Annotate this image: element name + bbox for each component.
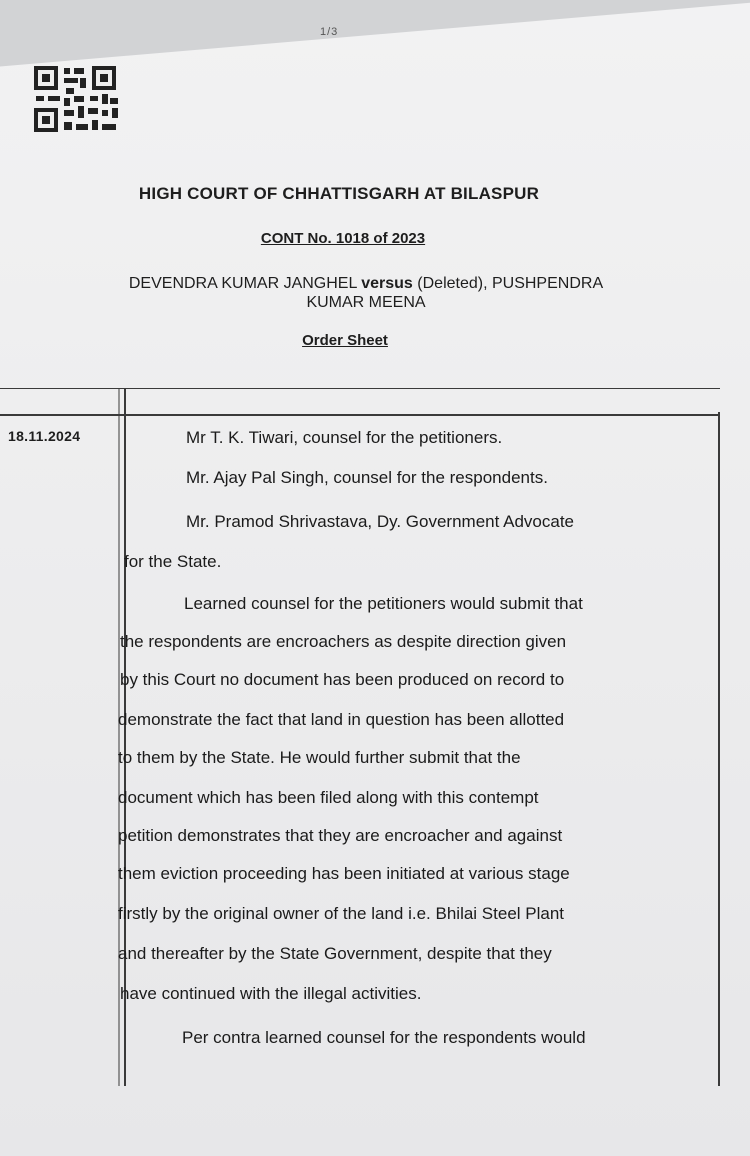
table-divider-left <box>124 388 126 1086</box>
parties <box>66 274 666 312</box>
order-line: for the State. <box>124 552 222 571</box>
order-line: Mr. Pramod Shrivastava, Dy. Government Advocate <box>186 512 575 531</box>
versus-label: versus <box>361 275 413 292</box>
respondent-line-2: KUMAR MEENA <box>306 294 426 311</box>
order-date: 18.11.2024 <box>8 428 81 444</box>
order-table <box>0 388 720 1087</box>
order-line: Mr. Ajay Pal Singh, counsel for the respondents. <box>186 468 548 487</box>
order-sheet-title: Order Sheet <box>302 332 388 349</box>
table-header-rule <box>0 414 720 416</box>
table-divider-right <box>718 412 720 1086</box>
order-line: to them by the State. He would further submit that the <box>118 748 521 767</box>
order-line: and thereafter by the State Government, despite that they <box>118 944 552 963</box>
order-line: by this Court no document has been produced on record to <box>120 670 565 689</box>
respondent-line-1: (Deleted), PUSHPENDRA <box>417 275 604 292</box>
qr-code-icon <box>34 66 120 134</box>
order-line: document which has been filed along with this contempt <box>118 788 539 807</box>
order-line: petition demonstrates that they are encroacher and against <box>118 826 563 845</box>
order-line: the respondents are encroachers as despite direction given <box>120 632 567 651</box>
petitioner-name: DEVENDRA KUMAR JANGHEL <box>128 275 357 292</box>
order-line: firstly by the original owner of the land i.e. Bhilai Steel Plant <box>118 904 565 923</box>
court-name: HIGH COURT OF CHHATTISGARH AT BILASPUR <box>138 184 540 203</box>
order-line: them eviction proceeding has been initiated at various stage <box>118 864 570 883</box>
table-divider-inner <box>118 388 120 1086</box>
page-number: 1/3 <box>320 26 339 38</box>
order-line: Learned counsel for the petitioners would submit that <box>184 594 583 613</box>
order-line: Mr T. K. Tiwari, counsel for the petitioners. <box>186 428 503 447</box>
order-line: demonstrate the fact that land in question has been allotted <box>118 710 565 729</box>
order-line: Per contra learned counsel for the respondents would <box>182 1028 586 1047</box>
case-number: CONT No. 1018 of 2023 <box>260 230 426 247</box>
order-line: have continued with the illegal activities. <box>120 984 422 1003</box>
